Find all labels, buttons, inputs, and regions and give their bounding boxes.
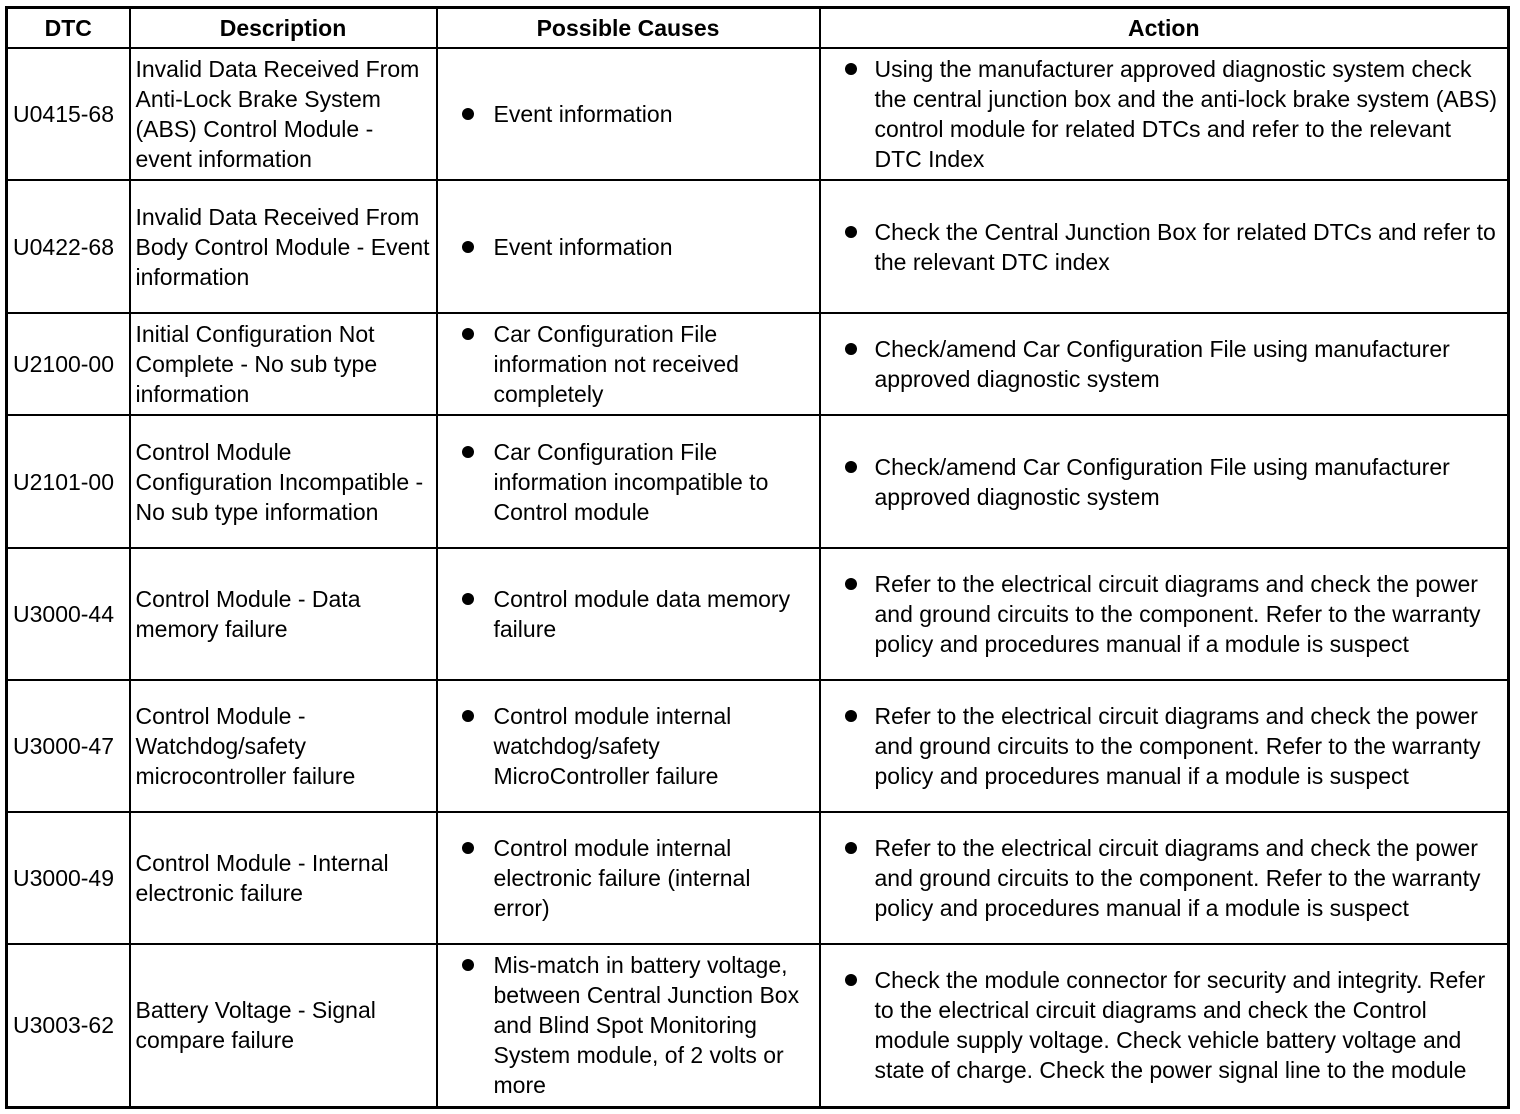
table-row — [7, 180, 1509, 313]
action-cell — [820, 313, 1509, 415]
action-list — [821, 701, 1508, 791]
action-cell — [820, 415, 1509, 548]
table-row — [7, 313, 1509, 415]
possible-cause-item: Car Configuration File information incompatible to Control module — [438, 437, 819, 527]
header-row — [7, 8, 1509, 49]
dtc-code: U2100-00 — [7, 313, 130, 415]
dtc-description: Battery Voltage - Signal compare failure — [130, 944, 437, 1107]
possible-causes-cell — [437, 313, 820, 415]
action-item: Refer to the electrical circuit diagrams and check the power and ground circuits to the component. Refer to the warranty policy and procedures manual if a module is suspect — [821, 701, 1508, 791]
possible-causes-list — [438, 701, 819, 791]
action-cell — [820, 944, 1509, 1107]
table-row — [7, 680, 1509, 812]
action-item: Check/amend Car Configuration File using manufacturer approved diagnostic system — [821, 452, 1508, 512]
possible-causes-cell — [437, 680, 820, 812]
dtc-description: Invalid Data Received From Anti-Lock Brake System (ABS) Control Module - event information — [130, 48, 437, 180]
possible-cause-item: Event information — [438, 232, 819, 262]
possible-cause-item: Mis-match in battery voltage, between Central Junction Box and Blind Spot Monitoring System module, of 2 volts or more — [438, 950, 819, 1100]
action-cell — [820, 180, 1509, 313]
action-item: Check/amend Car Configuration File using manufacturer approved diagnostic system — [821, 334, 1508, 394]
table-row — [7, 48, 1509, 180]
dtc-code: U3000-49 — [7, 812, 130, 944]
possible-causes-list — [438, 833, 819, 923]
possible-causes-cell — [437, 944, 820, 1107]
possible-causes-list — [438, 232, 819, 262]
possible-causes-cell — [437, 415, 820, 548]
action-cell — [820, 548, 1509, 680]
table-row — [7, 812, 1509, 944]
dtc-code: U3000-44 — [7, 548, 130, 680]
action-list — [821, 833, 1508, 923]
action-cell — [820, 812, 1509, 944]
dtc-description: Control Module - Watchdog/safety microcontroller failure — [130, 680, 437, 812]
action-list — [821, 452, 1508, 512]
possible-causes-list — [438, 319, 819, 409]
action-list — [821, 54, 1508, 174]
table-row — [7, 415, 1509, 548]
possible-cause-item: Car Configuration File information not received completely — [438, 319, 819, 409]
dtc-description: Initial Configuration Not Complete - No sub type information — [130, 313, 437, 415]
header-possible-causes: Possible Causes — [437, 8, 820, 49]
action-item: Refer to the electrical circuit diagrams and check the power and ground circuits to the component. Refer to the warranty policy and procedures manual if a module is suspect — [821, 569, 1508, 659]
action-list — [821, 569, 1508, 659]
header-action: Action — [820, 8, 1509, 49]
header-description: Description — [130, 8, 437, 49]
possible-causes-list — [438, 99, 819, 129]
action-list — [821, 217, 1508, 277]
action-item: Check the module connector for security and integrity. Refer to the electrical circuit diagrams and check the Control module supply voltage. Check vehicle battery voltage and state of charge. Check the power signal line to the module — [821, 965, 1508, 1085]
dtc-table — [5, 6, 1510, 1109]
action-cell — [820, 48, 1509, 180]
table-row — [7, 548, 1509, 680]
possible-causes-cell — [437, 180, 820, 313]
possible-cause-item: Control module internal watchdog/safety MicroController failure — [438, 701, 819, 791]
table-row — [7, 944, 1509, 1107]
dtc-code: U0422-68 — [7, 180, 130, 313]
possible-cause-item: Event information — [438, 99, 819, 129]
possible-causes-cell — [437, 48, 820, 180]
possible-cause-item: Control module internal electronic failure (internal error) — [438, 833, 819, 923]
action-list — [821, 334, 1508, 394]
action-cell — [820, 680, 1509, 812]
possible-causes-list — [438, 437, 819, 527]
dtc-description: Control Module - Data memory failure — [130, 548, 437, 680]
possible-cause-item: Control module data memory failure — [438, 584, 819, 644]
dtc-description: Invalid Data Received From Body Control Module - Event information — [130, 180, 437, 313]
possible-causes-cell — [437, 548, 820, 680]
possible-causes-list — [438, 950, 819, 1100]
action-list — [821, 965, 1508, 1085]
header-dtc: DTC — [7, 8, 130, 49]
dtc-code: U0415-68 — [7, 48, 130, 180]
possible-causes-cell — [437, 812, 820, 944]
dtc-description: Control Module Configuration Incompatible - No sub type information — [130, 415, 437, 548]
action-item: Check the Central Junction Box for related DTCs and refer to the relevant DTC index — [821, 217, 1508, 277]
dtc-description: Control Module - Internal electronic failure — [130, 812, 437, 944]
possible-causes-list — [438, 584, 819, 644]
dtc-code: U3003-62 — [7, 944, 130, 1107]
dtc-code: U3000-47 — [7, 680, 130, 812]
action-item: Using the manufacturer approved diagnostic system check the central junction box and the anti-lock brake system (ABS) control module for related DTCs and refer to the relevant DTC Index — [821, 54, 1508, 174]
action-item: Refer to the electrical circuit diagrams and check the power and ground circuits to the component. Refer to the warranty policy and procedures manual if a module is suspect — [821, 833, 1508, 923]
dtc-code: U2101-00 — [7, 415, 130, 548]
